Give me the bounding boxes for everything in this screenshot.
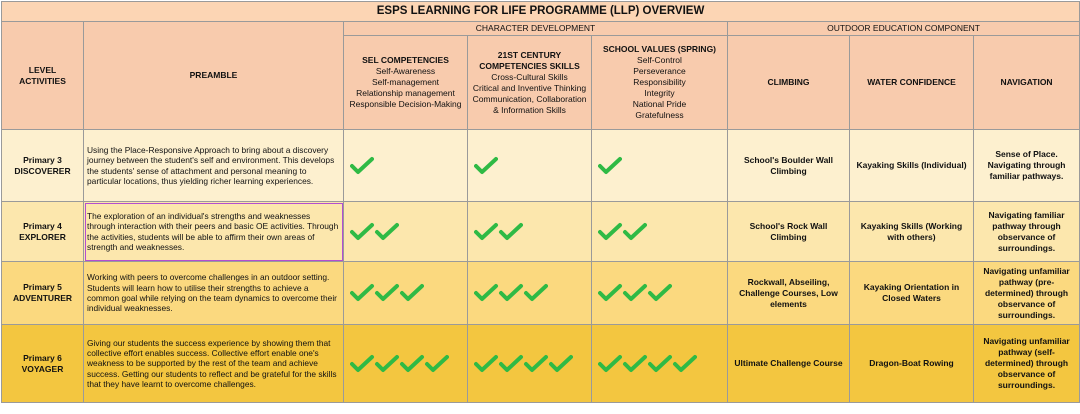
table-row [2, 262, 1080, 325]
checkmark-icon [675, 357, 695, 370]
checkmark-icon [600, 159, 620, 172]
c21-check-cell [468, 202, 592, 262]
checkmark-icon [625, 225, 645, 238]
climbing-cell: School's Rock Wall Climbing [728, 202, 850, 262]
checkmark-icon [650, 286, 670, 299]
level-name: Primary 5 [23, 282, 62, 292]
checkmark-icon [551, 357, 571, 370]
table-title: ESPS LEARNING FOR LIFE PROGRAMME (LLP) OVERVIEW [2, 2, 1080, 22]
sel-heading: SEL COMPETENCIES [362, 55, 449, 65]
c21-item: Cross-Cultural Skills [491, 71, 568, 82]
checkmark-icon [501, 286, 521, 299]
checkmarks [598, 156, 622, 176]
checkmark-icon [650, 357, 670, 370]
level-activities-header: LEVEL ACTIVITIES [2, 22, 84, 130]
values-item: Self-Control [637, 55, 682, 65]
climbing-cell: School's Boulder Wall Climbing [728, 130, 850, 202]
checkmark-icon [352, 225, 372, 238]
checkmarks [474, 156, 498, 176]
table-row [2, 325, 1080, 403]
c21-item: Communication, Collaboration & Information Skills [472, 93, 587, 115]
navigation-header: NAVIGATION [974, 36, 1080, 130]
checkmarks [350, 156, 374, 176]
checkmark-icon [352, 357, 372, 370]
sel-check-cell [344, 202, 468, 262]
level-title: DISCOVERER [14, 165, 71, 176]
preamble-header: PREAMBLE [84, 22, 344, 130]
checkmark-icon [402, 286, 422, 299]
navigation-cell: Navigating unfamiliar pathway (pre-determined) through observance of surroundings. [974, 262, 1080, 325]
table-row [2, 130, 1080, 202]
sel-item: Relationship management [356, 88, 455, 98]
c21-check-cell [468, 130, 592, 202]
navigation-cell: Sense of Place. Navigating through familiar pathways. [974, 130, 1080, 202]
checkmark-icon [377, 286, 397, 299]
values-item: Perseverance [633, 66, 686, 76]
checkmarks [598, 222, 647, 242]
checkmark-icon [501, 357, 521, 370]
checkmark-icon [476, 159, 496, 172]
checkmark-icon [377, 225, 397, 238]
values-item: Integrity [644, 88, 675, 98]
checkmarks [598, 283, 672, 303]
climbing-cell: Rockwall, Abseiling, Challenge Courses, Low elements [728, 262, 850, 325]
level-title: VOYAGER [21, 363, 64, 374]
sel-check-cell [344, 325, 468, 403]
checkmark-icon [476, 225, 496, 238]
preamble-cell: Using the Place-Responsive Approach to bring about a discovery journey between the student's self and environment. This develops the students' sense of attachment and personal meaning to particular locations, thus yielding richer learning experiences. [84, 130, 344, 202]
c21-heading: 21ST CENTURY COMPETENCIES SKILLS [479, 49, 580, 71]
values-item: Responsibility [633, 77, 686, 87]
sel-item: Self-Awareness [375, 66, 436, 76]
checkmark-icon [625, 286, 645, 299]
checkmark-icon [625, 357, 645, 370]
c21-item: Critical and Inventive Thinking [472, 82, 587, 93]
checkmarks [598, 354, 697, 374]
table-row [2, 202, 1080, 262]
checkmark-icon [427, 357, 447, 370]
values-check-cell [592, 202, 728, 262]
checkmark-icon [402, 357, 422, 370]
preamble-cell: Working with peers to overcome challenges in an outdoor setting. Students will learn how to utilise their strengths to achieve a common goal while relying on the team dynamics to overcome their individual weaknesses. [84, 262, 344, 325]
sel-item: Self-management [371, 77, 440, 87]
character-development-header: CHARACTER DEVELOPMENT [344, 22, 728, 36]
checkmark-icon [352, 159, 372, 172]
checkmark-icon [476, 286, 496, 299]
checkmarks [474, 222, 523, 242]
navigation-cell: Navigating unfamiliar pathway (self-determined) through observance of surroundings. [974, 325, 1080, 403]
21st-century-header [468, 36, 592, 130]
level-cell [2, 202, 84, 262]
checkmark-icon [600, 286, 620, 299]
c21-check-cell [468, 262, 592, 325]
level-title: EXPLORER [19, 231, 66, 242]
checkmark-icon [526, 357, 546, 370]
checkmark-icon [600, 225, 620, 238]
values-check-cell [592, 325, 728, 403]
climbing-cell: Ultimate Challenge Course [728, 325, 850, 403]
values-item: National Pride [632, 99, 687, 109]
level-cell [2, 262, 84, 325]
level-name: Primary 4 [23, 220, 62, 231]
sel-check-cell [344, 130, 468, 202]
values-check-cell [592, 262, 728, 325]
water-cell: Kayaking Orientation in Closed Waters [850, 262, 974, 325]
level-name: Primary 3 [23, 154, 62, 165]
water-cell: Dragon-Boat Rowing [850, 325, 974, 403]
checkmark-icon [501, 225, 521, 238]
preamble-cell[interactable]: The exploration of an individual's strengths and weaknesses through interaction with their peers and basic OE activities. Through the activities, students will be able to affirm their own areas of strength and weaknesses. [84, 202, 344, 262]
values-check-cell [592, 130, 728, 202]
sel-check-cell [344, 262, 468, 325]
outdoor-education-header: OUTDOOR EDUCATION COMPONENT [728, 22, 1080, 36]
checkmarks [474, 283, 548, 303]
c21-check-cell [468, 325, 592, 403]
climbing-header: CLIMBING [728, 36, 850, 130]
level-cell [2, 325, 84, 403]
preamble-cell: Giving our students the success experience by showing them that collective effort enables success. Collective effort enable one's weakness to be supported by the rest of the team and achieve success. Getting our students to reflect and be grateful for the skills that they have learnt to overcome challenges. [84, 325, 344, 403]
checkmarks [350, 283, 424, 303]
sel-item: Responsible Decision-Making [349, 99, 462, 109]
water-confidence-header: WATER CONFIDENCE [850, 36, 974, 130]
checkmarks [350, 354, 449, 374]
checkmark-icon [352, 286, 372, 299]
water-cell: Kayaking Skills (Working with others) [850, 202, 974, 262]
values-heading: SCHOOL VALUES (SPRING) [602, 44, 717, 54]
values-item: Gratefulness [635, 110, 684, 120]
water-cell: Kayaking Skills (Individual) [850, 130, 974, 202]
level-name: Primary 6 [23, 352, 62, 363]
checkmarks [474, 354, 573, 374]
checkmarks [350, 222, 399, 242]
level-title: ADVENTURER [12, 293, 73, 303]
checkmark-icon [377, 357, 397, 370]
checkmark-icon [526, 286, 546, 299]
checkmark-icon [600, 357, 620, 370]
navigation-cell: Navigating familiar pathway through observance of surroundings. [974, 202, 1080, 262]
sel-competencies-header [344, 36, 468, 130]
level-cell [2, 130, 84, 202]
checkmark-icon [476, 357, 496, 370]
llp-overview-table [1, 1, 1080, 403]
school-values-header [592, 36, 728, 130]
